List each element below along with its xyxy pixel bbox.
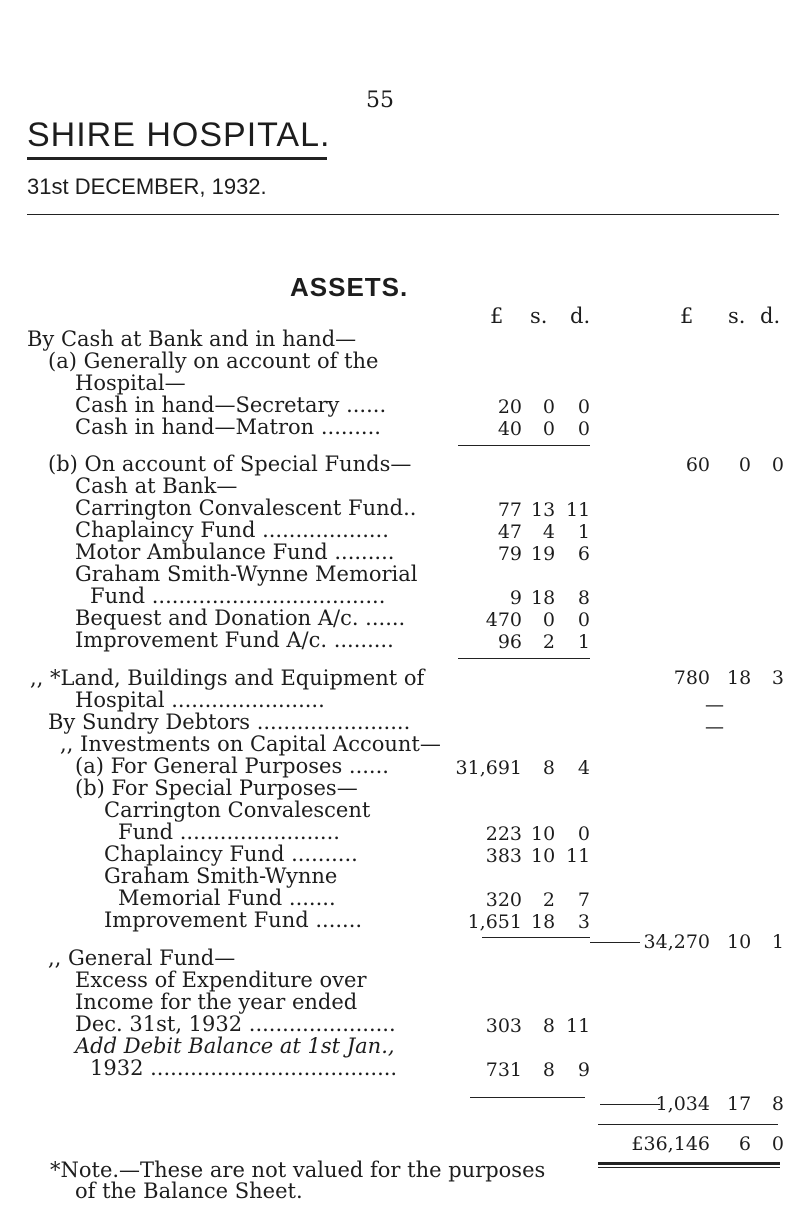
- bequest-pence: 0: [577, 609, 590, 631]
- general-subtotal-rule: [470, 1097, 585, 1098]
- special-subtotal-rule: [458, 658, 590, 659]
- graham-pounds: 9: [509, 587, 522, 609]
- excess-pence: 11: [566, 1015, 591, 1037]
- sundry-debtors-line: By Sundry Debtors .......................: [48, 710, 411, 734]
- inv-graham-fund-line: Memorial Fund .......: [118, 886, 336, 910]
- special-total-pence: 3: [771, 667, 784, 689]
- outer-shillings-header: s.: [728, 304, 746, 328]
- grand-total-top-rule: [598, 1124, 778, 1125]
- improvement-pence: 1: [577, 631, 590, 653]
- inv-chaplaincy-shillings: 10: [531, 845, 556, 867]
- bequest-pounds: 470: [485, 609, 522, 631]
- cash-at-bank-heading: By Cash at Bank and in hand—: [27, 327, 357, 351]
- grand-total-double-rule-2: [598, 1167, 780, 1168]
- special-funds-line: (b) On account of Special Funds—: [48, 452, 412, 476]
- inv-carrington-line: Carrington Convalescent: [104, 798, 371, 822]
- motor-pounds: 79: [497, 543, 522, 565]
- graham-line: Graham Smith-Wynne Memorial: [75, 562, 418, 586]
- inv-general-pence: 4: [577, 757, 590, 779]
- secretary-shillings: 0: [542, 396, 555, 418]
- cash-total-pence: 0: [771, 454, 784, 476]
- matron-pounds: 40: [497, 418, 522, 440]
- motor-pence: 6: [577, 543, 590, 565]
- inv-carrington-fund-line: Fund ........................: [118, 820, 340, 844]
- cash-total-pounds: 60: [685, 454, 710, 476]
- carrington-pence: 11: [566, 499, 591, 521]
- page-title: SHIRE HOSPITAL.: [27, 116, 331, 154]
- inv-total-pence: 1: [771, 931, 784, 953]
- secretary-pounds: 20: [497, 396, 522, 418]
- excess-pounds: 303: [485, 1015, 522, 1037]
- inv-graham-pounds: 320: [485, 889, 522, 911]
- chaplaincy-pence: 1: [577, 521, 590, 543]
- debtors-dash: —: [705, 716, 724, 738]
- chaplaincy-line: Chaplaincy Fund ...................: [75, 518, 389, 542]
- footnote-line-1: *Note.—These are not valued for the purposes: [50, 1158, 546, 1182]
- section-title: ASSETS.: [290, 272, 409, 302]
- inv-special-line: (b) For Special Purposes—: [75, 776, 358, 800]
- inv-chaplaincy-pounds: 383: [485, 845, 522, 867]
- inv-graham-shillings: 2: [542, 889, 555, 911]
- inv-carrington-shillings: 10: [531, 823, 556, 845]
- inv-general-line: (a) For General Purposes ......: [75, 754, 389, 778]
- header-divider: [27, 214, 779, 215]
- inv-carrington-pounds: 223: [485, 823, 522, 845]
- special-total-shillings: 18: [727, 667, 752, 689]
- motor-ambulance-line: Motor Ambulance Fund .........: [75, 540, 395, 564]
- investments-subtotal-rule: [482, 937, 590, 938]
- year-1932-line: 1932 .....................................: [90, 1056, 398, 1080]
- inv-general-shillings: 8: [542, 757, 555, 779]
- motor-shillings: 19: [531, 543, 556, 565]
- secretary-pence: 0: [577, 396, 590, 418]
- inner-pounds-header: £: [490, 304, 504, 328]
- debit-shillings: 8: [542, 1059, 555, 1081]
- general-total-pence: 8: [771, 1093, 784, 1115]
- cash-total-shillings: 0: [738, 454, 751, 476]
- cash-secretary-line: Cash in hand—Secretary ......: [75, 393, 387, 417]
- grand-total-pence: 0: [771, 1133, 784, 1155]
- footnote-line-2: of the Balance Sheet.: [75, 1179, 303, 1203]
- investments-line: ,, Investments on Capital Account—: [60, 732, 441, 756]
- generally-line: (a) Generally on account of the: [48, 349, 379, 373]
- debit-pence: 9: [577, 1059, 590, 1081]
- special-total-pounds: 780: [673, 667, 710, 689]
- inv-improvement-shillings: 18: [531, 911, 556, 933]
- land-hospital-line: Hospital .......................: [75, 688, 325, 712]
- matron-shillings: 0: [542, 418, 555, 440]
- cash-at-bank-line: Cash at Bank—: [75, 474, 238, 498]
- income-line: Income for the year ended: [75, 990, 358, 1014]
- inv-total-shillings: 10: [727, 931, 752, 953]
- improvement-pounds: 96: [497, 631, 522, 653]
- inv-total-pounds: 34,270: [643, 931, 710, 953]
- graham-fund-line: Fund ...................................: [90, 584, 386, 608]
- outer-pence-header: d.: [760, 304, 781, 328]
- outer-pounds-header: £: [680, 304, 694, 328]
- inv-general-pounds: 31,691: [455, 757, 522, 779]
- title-rule: [27, 157, 327, 160]
- cash-subtotal-rule: [458, 445, 590, 446]
- excess-line: Excess of Expenditure over: [75, 968, 367, 992]
- inv-graham-line: Graham Smith-Wynne: [104, 864, 338, 888]
- inv-improvement-pence: 3: [577, 911, 590, 933]
- general-total-pounds: 1,034: [655, 1093, 710, 1115]
- inv-improvement-pounds: 1,651: [467, 911, 522, 933]
- inv-graham-pence: 7: [577, 889, 590, 911]
- debit-balance-line: Add Debit Balance at 1st Jan.,: [75, 1034, 395, 1058]
- chaplaincy-shillings: 4: [542, 521, 555, 543]
- hospital-line: Hospital—: [75, 371, 186, 395]
- cash-matron-line: Cash in hand—Matron .........: [75, 415, 381, 439]
- bequest-line: Bequest and Donation A/c. ......: [75, 606, 406, 630]
- report-date: 31st DECEMBER, 1932.: [27, 174, 267, 199]
- carrington-shillings: 13: [531, 499, 556, 521]
- carrington-pounds: 77: [497, 499, 522, 521]
- dec-line: Dec. 31st, 1932 ......................: [75, 1012, 396, 1036]
- graham-pence: 8: [577, 587, 590, 609]
- inner-shillings-header: s.: [530, 304, 548, 328]
- excess-shillings: 8: [542, 1015, 555, 1037]
- improvement-line: Improvement Fund A/c. .........: [75, 628, 394, 652]
- inner-pence-header: d.: [570, 304, 591, 328]
- inv-improvement-line: Improvement Fund .......: [104, 908, 363, 932]
- debit-pounds: 731: [485, 1059, 522, 1081]
- grand-total-pounds: £36,146: [631, 1133, 710, 1155]
- land-dash: —: [705, 694, 724, 716]
- bequest-shillings: 0: [542, 609, 555, 631]
- inv-chaplaincy-line: Chaplaincy Fund ..........: [104, 842, 358, 866]
- chaplaincy-pounds: 47: [497, 521, 522, 543]
- grand-total-shillings: 6: [738, 1133, 751, 1155]
- improvement-shillings: 2: [542, 631, 555, 653]
- graham-shillings: 18: [531, 587, 556, 609]
- general-fund-line: ,, General Fund—: [48, 946, 236, 970]
- carrington-line: Carrington Convalescent Fund..: [75, 496, 417, 520]
- inv-chaplaincy-pence: 11: [566, 845, 591, 867]
- inv-carrington-pence: 0: [577, 823, 590, 845]
- page-number: 55: [366, 88, 394, 113]
- general-total-shillings: 17: [727, 1093, 752, 1115]
- grand-total-double-rule: [598, 1162, 780, 1165]
- land-line: ,, *Land, Buildings and Equipment of: [30, 666, 425, 690]
- matron-pence: 0: [577, 418, 590, 440]
